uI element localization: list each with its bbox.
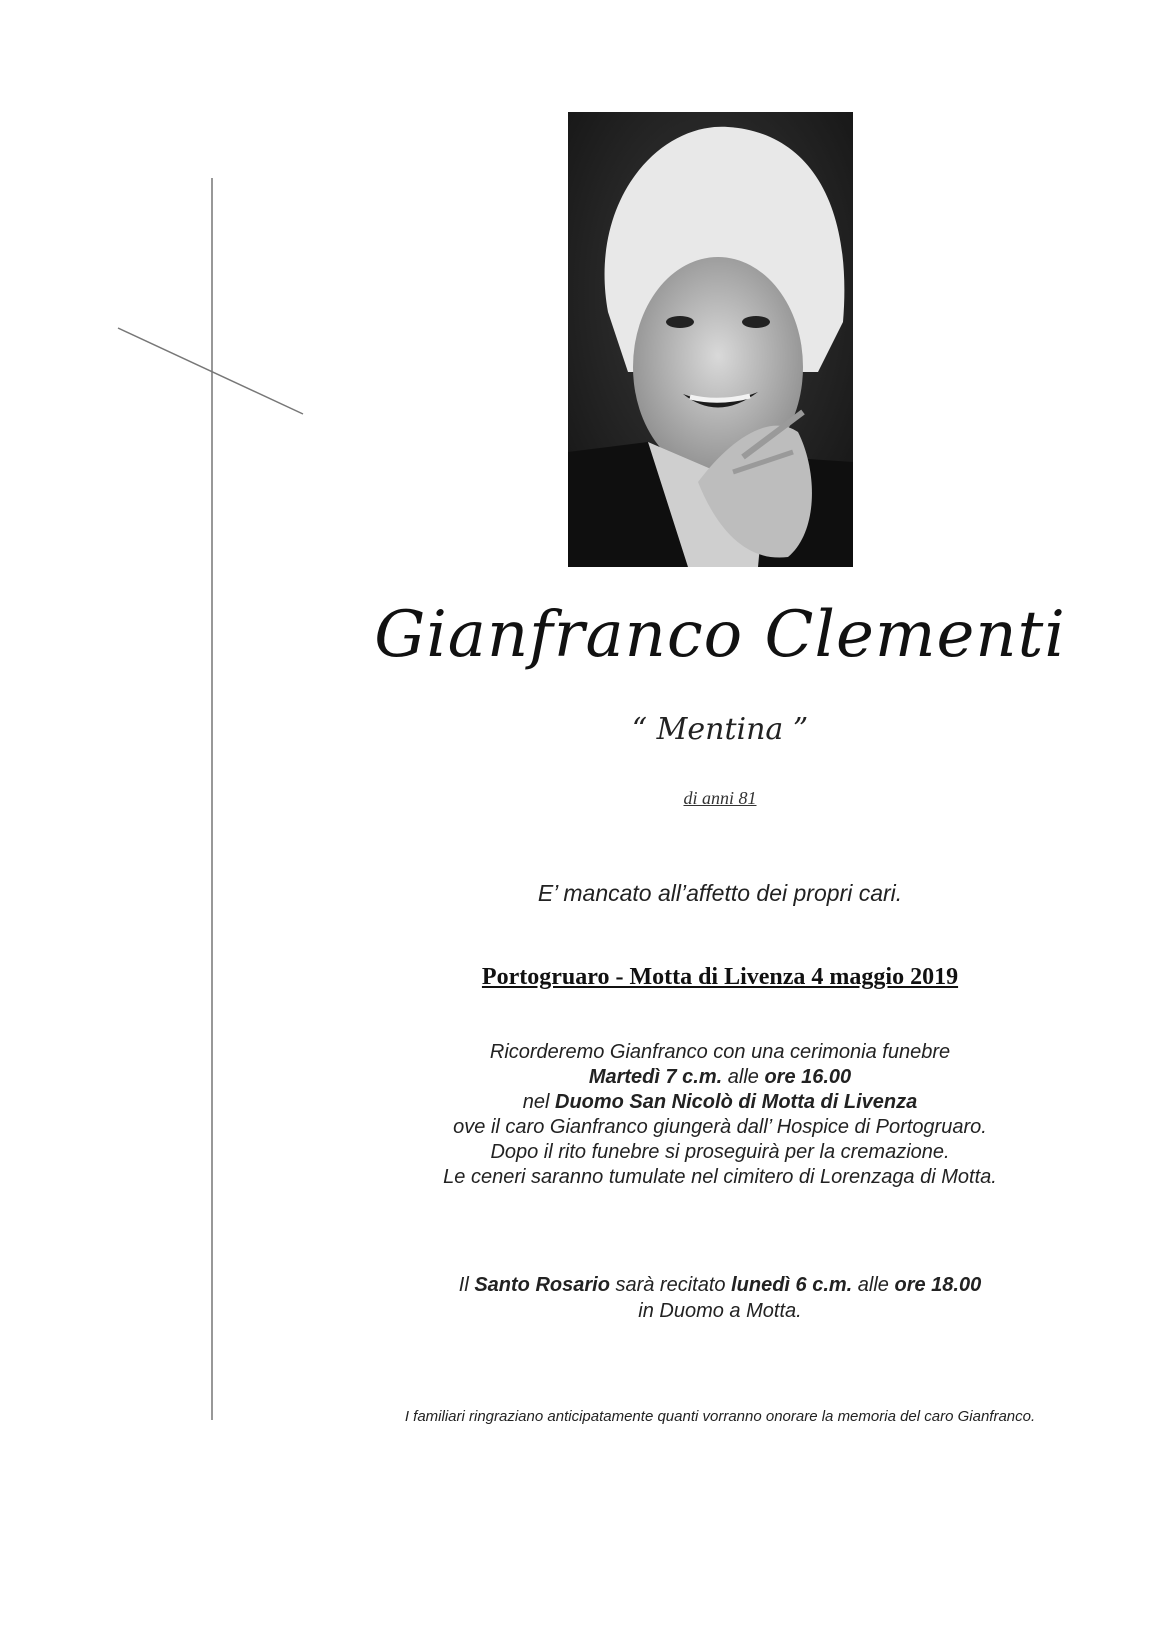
ceremony-line: Le ceneri saranno tumulate nel cimitero di Lorenzaga di Motta. xyxy=(443,1166,997,1188)
rosary-line: Il Santo Rosario sarà recitato lunedì 6 c.m. alle ore 18.00 xyxy=(458,1274,982,1296)
place-date: Portogruaro - Motta di Livenza 4 maggio 2019 xyxy=(481,964,959,990)
ceremony-time: ore 16.00 xyxy=(764,1066,852,1088)
rosary-details xyxy=(340,1272,1100,1324)
rosary-day: lunedì 6 c.m. xyxy=(731,1274,853,1296)
ceremony-line: Dopo il rito funebre si proseguirà per la cremazione. xyxy=(490,1141,950,1163)
ceremony-line: Martedì 7 c.m. alle ore 16.00 xyxy=(588,1066,852,1088)
announcement: E’ mancato all’affetto dei propri cari. xyxy=(537,880,903,906)
nickname: “ Mentina ” xyxy=(631,712,809,747)
portrait-photo xyxy=(568,112,853,567)
age: di anni 81 xyxy=(683,788,757,808)
family-thanks: I familiari ringraziano anticipatamente quanti vorranno onorare la memoria del caro Gianfranco. xyxy=(404,1408,1036,1425)
ceremony-place: Duomo San Nicolò di Motta di Livenza xyxy=(555,1091,918,1113)
rosary-time: ore 18.00 xyxy=(894,1274,982,1296)
ceremony-line: Ricorderemo Gianfranco con una cerimonia funebre xyxy=(489,1041,951,1063)
ceremony-details xyxy=(340,1040,1100,1190)
ceremony-line: nel Duomo San Nicolò di Motta di Livenza xyxy=(522,1091,918,1113)
ceremony-day: Martedì 7 c.m. xyxy=(588,1066,723,1088)
ceremony-line: ove il caro Gianfranco giungerà dall’ Hospice di Portogruaro. xyxy=(453,1116,987,1138)
deceased-name: Gianfranco Clementi xyxy=(374,598,1066,672)
rosary-event: Santo Rosario xyxy=(474,1274,610,1296)
rosary-line: in Duomo a Motta. xyxy=(638,1300,802,1322)
